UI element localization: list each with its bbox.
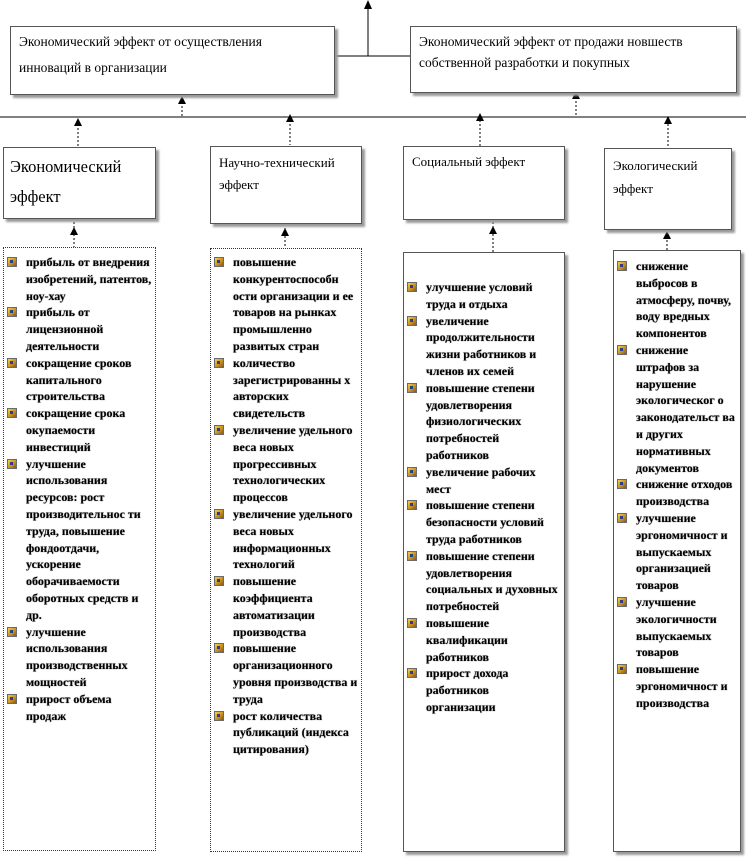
bullet-icon [617,597,627,607]
bullet-icon [214,643,224,653]
bullet-icon [407,668,417,678]
bullet-icon [214,576,224,586]
innovations-effect-label: Экономический эффект от осуществления инноваций в организации [19,34,262,75]
bullet-icon [7,358,17,368]
list-item: рост количества публикаций (индекса цитирования) [211,708,361,758]
bullet-icon [407,618,417,628]
list-item: увеличение удельного веса новых информационных технологий [211,506,361,573]
bullet-icon [407,282,417,292]
list-item: улучшение экологичности выпускаемых товаров [614,594,740,661]
list-item: повышение квалификации работников [404,615,564,665]
bullet-icon [407,383,417,393]
economic-effects-list [3,247,156,851]
list-item: увеличение удельного веса новых прогрессивных технологических процессов [211,422,361,506]
list-item: количество зарегистрированны х авторских свидетельств [211,355,361,422]
bullet-icon [7,408,17,418]
list-item: улучшение эргономичност и выпускаемых организацией товаров [614,510,740,594]
bullet-icon [407,500,417,510]
list-item: снижение штрафов за нарушение экологическог о законодательст ва и других нормативных документов [614,342,740,476]
scientific-technical-effect-box [210,146,362,224]
list-item: увеличение рабочих мест [404,464,564,498]
list-item: повышение степени безопасности условий труда работников [404,497,564,547]
bullet-icon [617,513,627,523]
bullet-icon [617,345,627,355]
scientific-technical-effect-label: Научно-технический эффект [219,155,335,192]
social-effects-list [403,252,565,852]
bullet-icon [617,261,627,271]
list-item: повышение конкурентоспособн ости организации и ее товаров на рынках промышленно развитых стран [211,254,361,355]
list-item: повышение организационного уровня производства и труда [211,640,361,707]
bullet-icon [407,316,417,326]
list-item: сокращение сроков капитального строительства [4,355,155,405]
ecological-effects-list [613,250,741,852]
list-item: повышение коэффициента автоматизации производства [211,573,361,640]
list-item: повышение степени удовлетворения физиологических потребностей работников [404,380,564,464]
list-item: снижение выбросов в атмосферу, почву, воду вредных компонентов [614,258,740,342]
sales-effect-box [410,26,737,93]
bullet-icon [7,459,17,469]
innovations-effect-box [10,26,335,95]
ecological-effect-box [604,148,732,230]
bullet-icon [617,479,627,489]
social-effect-box [403,146,565,220]
list-item: прибыль от лицензионной деятельности [4,304,155,354]
list-item: улучшение использования производственных мощностей [4,624,155,691]
sales-effect-label: Экономический эффект от продажи новшеств собственной разработки и покупных [419,34,683,70]
bullet-icon [214,358,224,368]
ecological-effect-label: Экологический эффект [613,158,698,196]
list-item: улучшение условий труда и отдыха [404,279,564,313]
economic-effect-label: Экономический эффект [10,157,122,206]
list-item: увеличение продолжительности жизни работников и членов их семей [404,313,564,380]
bullet-icon [214,509,224,519]
bullet-icon [7,694,17,704]
bullet-icon [214,425,224,435]
bullet-icon [214,711,224,721]
bullet-icon [617,664,627,674]
bullet-icon [7,627,17,637]
list-item: прирост объема продаж [4,691,155,725]
bullet-icon [214,257,224,267]
list-item: прибыль от внедрения изобретений, патентов, ноу-хау [4,254,155,304]
scientific-technical-effects-list [210,248,362,852]
list-item: повышение эргономичност и производства [614,661,740,711]
social-effect-label: Социальный эффект [412,154,526,169]
bullet-icon [407,551,417,561]
bullet-icon [7,257,17,267]
bullet-icon [7,307,17,317]
list-item: улучшение использования ресурсов: рост производительнос ти труда, повышение фондоотдачи, ускорение оборачиваемости оборотных средств и др. [4,456,155,624]
list-item: повышение степени удовлетворения социальных и духовных потребностей [404,548,564,615]
list-item: снижение отходов производства [614,476,740,510]
bullet-icon [407,467,417,477]
economic-effect-box [3,147,156,219]
list-item: прирост дохода работников организации [404,665,564,715]
list-item: сокращение срока окупаемости инвестиций [4,405,155,455]
